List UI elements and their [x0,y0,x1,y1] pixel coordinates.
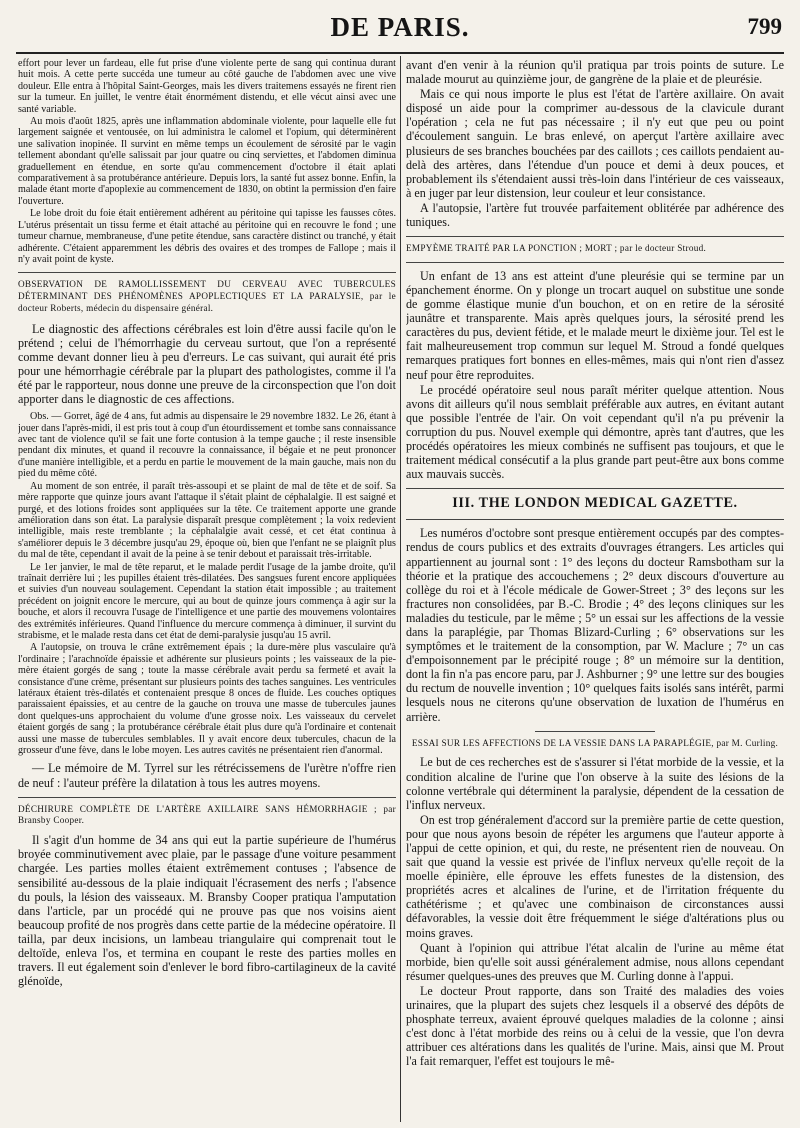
paragraph: A l'autopsie, l'artère fut trouvée parfaitement oblitérée par adhérence des tuniques. [406,200,784,230]
page-header [16,8,784,48]
column-divider [400,56,401,1122]
paragraph: Obs. — Gorret, âgé de 4 ans, fut admis au dispensaire le 29 novembre 1832. Le 26, étant à jouer dans l'après-midi, il est pris tout à coup d'un étourdissement et tombe sans connaissance avec tant de violence qu'il se fait une forte contusion à la tempe gauche ; il reste insensible pendant dix minutes, et quand il recouvre la connaissance, il bégaie et ne peut prononcer d'une manière intelligible, et a perdu en partie le mouvement de la main gauche, mais non du pied du même côté. [18,411,396,480]
paragraph: Au mois d'août 1825, après une inflammation abdominale violente, pour laquelle elle fut largement saignée et ventousée, on lui administra le calomel et l'opium, qui déterminèrent une salivation inopinée. Il survint en même temps un écoulement de sérosité par le vagin tellement abondant qu'elle salissait par jour quatre ou cinq serviettes, et l'abdomen diminua graduellement en étendue, en sorte qu'au commencement d'octobre il était aplati comparativement à sa protubérance antérieure. Depuis lors, la santé fut assez bonne. Enfin, la malade étant morte d'apoplexie au commencement de 1830, on obtint la permission d'en faire l'ouverture. [18,116,396,207]
paragraph: Quant à l'opinion qui attribue l'état alcalin de l'urine au même état morbide, bien qu'elle soit aussi généralement admise, nous allons cependant résumer quelques-unes des preuves que M. Curling donne à l'appui. [406,940,784,983]
section-separator [535,731,655,732]
header-rule [16,52,784,54]
paragraph: Il s'agit d'un homme de 34 ans qui eut la partie supérieure de l'humérus broyée comminutivement avec plaie, par le passage d'une voiture pesamment chargée. Les parties molles étaient extrêmement contuses ; l'absence de sensibilité au-dessous de la plaie indiquait l'écrasement des nerfs ; l'absence du pouls, la lésion des vaisseaux. M. Bransby Cooper pratiqua l'amputation dans l'article, par un procédé qui ne prouve pas que nos voisins aient beaucoup profité de nos progrès dans cette partie de la médecine opératoire. Il tailla, par deux incisions, un lambeau triangulaire qui comprenait tout le deltoïde, enleva l'os, et termina en coupant le reste des parties molles en travers. Il eut également soin d'enlever le bord fibro-cartilagineux de la cavité glénoïde, [18,833,396,989]
paragraph: — Le mémoire de M. Tyrrel sur les rétrécissemens de l'urètre n'offre rien de neuf : l'auteur préfère la dilatation à tous les autres moyens. [18,761,396,790]
section-separator [18,272,396,273]
section-separator [406,236,784,237]
left-column [18,58,396,1122]
paragraph: Un enfant de 13 ans est atteint d'une pleurésie qui se termine par un épanchement énorme. On y plonge un trocart auquel on substitue une sonde de gomme élastique munie d'un bouchon, et on en retire de la sérosité jaunâtre et transparente. Mais après quelques jours, la sérosité prend les caractères du pus, devient fétide, et le malade meurt le dixième jour. Tel est le fait malheureusement trop commun sur lequel M. Stroud a fondé quelques remarques pratiques fort bonnes en elles-mêmes, mais qui n'ont rien d'assez neuf pour être reproduites. [406,268,784,382]
paragraph: On est trop généralement d'accord sur la première partie de cette question, pour que nous ayons besoin de répéter les argumens que l'auteur apporte à l'appui de cette opinion, et qui, du reste, ne présentent rien de nouveau. On sait que quand la vessie est privée de l'influx nerveux qu'elle reçoit de la moelle épinière, elle éprouve les effets funestes de la distension, des propriétés acres et alcalines de l'urine, et de l'irritation fréquente du cathétérisme ; et qu'avec une combinaison de circonstances aussi défavorables, la vessie doit être fréquemment le siége d'altérations plus ou moins graves. [406,812,784,940]
running-title: DE PARIS. [330,12,470,42]
paragraph: Le 1er janvier, le mal de tête reparut, et le malade perdit l'usage de la jambe droite, qu'il traînait derrière lui ; les pupilles étaient très-dilatées. Des sangsues furent encore appliquées et suivies d'un nouveau soulagement. Cependant la station était impossible ; au traitement précédent on joignit encore le mercure, qui au bout de quinze jours commença à agir sur la bouche, et alors il recouvra l'usage de l'intelligence et une partie des mouvemens volontaires des extrémités inférieures. Quand l'influence du mercure commença à diminuer, il survint du strabisme, et le malade resta dans cet état de demi-paralysie jusqu'au 15 avril. [18,561,396,641]
paragraph: Au moment de son entrée, il paraît très-assoupi et se plaint de mal de tête et de soif. Sa mère rapporte que quinze jours avant l'attaque il s'était plaint de céphalalgie. Il est saigné et purgé, et des lotions froides sont appliquées sur la tête. Ce traitement apporte une grande amélioration dans son état. La paralysie disparaît presque complètement ; la voix redevient intelligible, mais reste tremblante ; la céphalalgie avait cessé, et cet état continua à s'améliorer depuis le 3 décembre jusqu'au 29, époque où, bien que l'enfant ne se plaignît plus du mal de tête, cependant il avait de la peine à se tenir debout et paraissait très-irritable. [18,480,396,561]
paragraph: Le but de ces recherches est de s'assurer si l'état morbide de la vessie, et la condition alcaline de l'urine que l'on observe à la suite des lésions de la colonne vertébrale qui déterminent la paralysie, dépendent de la cessation de l'influx nerveux. [406,755,784,812]
section-separator [406,488,784,489]
section-separator [18,797,396,798]
paragraph: avant d'en venir à la réunion qu'il pratiqua par trois points de suture. Le malade mourut au quinzième jour, de gangrène de la plaie et de pleurésie. [406,58,784,87]
section-separator [406,519,784,520]
paragraph: Le docteur Prout rapporte, dans son Traité des maladies des voies urinaires, que la plupart des sujets chez lesquels il a observé des dépôts de phosphate terreux, avaient éprouvé quelques maladies de la colonne ; ainsi c'est donc à l'état morbide des reins ou à celui de la vessie, que l'on devra attribuer ces altérations dans les qualités de l'urine. Mais, ainsi que M. Prout l'a fait remarquer, l'effet est toujours le mê- [406,983,784,1069]
paragraph: Le diagnostic des affections cérébrales est loin d'être aussi facile qu'on le prétend ; celui de l'hémorrhagie du cerveau surtout, que l'on a représenté comme devant donner lieu à peu d'erreurs. Le cas suivant, qui aurait été pris pour une hémorrhagie cérébrale par la plupart des pathologistes, comme il l'a été par le rapporteur, nous donne une preuve de la circonspection que l'on doit apporter dans le diagnostic de ces affections. [18,321,396,407]
paragraph: Mais ce qui nous importe le plus est l'état de l'artère axillaire. On avait disposé un aide pour la comprimer au-dessous de la clavicule durant l'opération ; cela ne fut pas nécessaire ; il n'y eut que peu ou point d'écoulement sanguin. Le bras enlevé, on aperçut l'artère axillaire avec plusieurs de ses branches bouchées par des caillots ; ces caillots pendaient au-delà des artères, dans l'étendue d'un pouce et demi à deux pouces, et probablement ils s'étendaient aussi très-loin dans l'intérieur de ces vaisseaux, à en juger par leur distension, leur couleur et leur consistance. [406,87,784,200]
paragraph: Le procédé opératoire seul nous paraît mériter quelque attention. Nous avons dit ailleurs qu'il nous semblait préférable aux autres, en évitant autant que possible l'entrée de l'air. On voit cependant qu'il n'a pu prévenir la corruption du pus. Nouvel exemple qui démontre, après tant d'autres, que les procédés opératoires les mieux combinés ne suffisent pas toujours, et que le traitement médical consécutif a la plus grande part peut-être aux bons comme aux mauvais succès. [406,382,784,482]
section-heading: ESSAI SUR LES AFFECTIONS DE LA VESSIE DANS LA PARAPLÉGIE, par M. Curling. [411,737,779,748]
page-number: 799 [747,14,782,39]
section-heading: EMPYÈME TRAITÉ PAR LA PONCTION ; MORT ; par le docteur Stroud. [406,243,707,254]
journal-heading: III. THE LONDON MEDICAL GAZETTE. [452,495,738,512]
paragraph: Les numéros d'octobre sont presque entièrement occupés par des comptes-rendus de cours publics et des extraits d'ouvrages étrangers. Les articles qui appartiennent au journal sont : 1° des leçons du docteur Ramsbotham sur la théorie et la pratique des accouchemens ; 2° deux discours d'ouverture au collège du roi et à l'école médicale de Gower-Street ; 3° des leçons sur les fractures non consolidées, par B.-C. Brodie ; 4° des leçons cliniques sur les maladies du testicule, par le même ; 5° un essai sur les affections de la vessie dans la paraplégie, par Thomas Blizard-Curling ; 6° observations sur les symptômes et le traitement de la consomption, par W. Maclure ; 7° un cas d'empoisonnement par le précipité rouge ; 8° un mémoire sur la dentition, dont la fin n'a pas encore paru, par J. Ashburner ; 9° une lettre sur des bougies du rectum de nouvelle invention ; 10° quelques faits isolés sans intérêt, parmi lesquels nous ne citerons qu'une observation de luxation de l'humérus en arrière. [406,526,784,724]
paragraph: effort pour lever un fardeau, elle fut prise d'une violente perte de sang qui continua durant huit mois. A cette perte succéda une tumeur au côté gauche de l'abdomen avec une vive douleur. Elle entra à l'hôpital Saint-Georges, mais les divers traitemens essayés ne firent rien sur la tumeur. En juillet, le ventre était énormément distendu, et elle vécut ainsi avec une santé variable. [18,58,396,115]
section-separator [406,262,784,263]
right-column [406,58,784,1122]
section-heading: OBSERVATION DE RAMOLLISSEMENT DU CERVEAU AVEC TUBERCULES DÉTERMINANT DES PHÉNOMÈNES APOPLECTIQUES ET LA PARALYSIE, par le docteur Roberts, médecin du dispensaire général. [18,279,396,313]
paragraph: A l'autopsie, on trouva le crâne extrêmement épais ; la dure-mère plus vasculaire qu'à l'ordinaire ; l'arachnoïde épaissie et adhérente sur plusieurs points ; les vaisseaux de la pie-mère étaient gorgés de sang ; toute la masse cérébrale avait perdu sa fermeté et avait la consistance d'une crème, présentant sur plusieurs points des taches sanguines. Les ventricules latéraux étaient très-dilatés et contenaient presque 8 onces de fluide. Les couches optiques paraissaient épaissies, et au centre de la gauche on trouva une masse de tubercules jaunes dont quelques-uns approchaient du volume d'une grosse noix. Les vaisseaux du cervelet étaient gorgés de sang ; la protubérance cérébrale était plus dure qu'à l'ordinaire et contenait aussi une masse de tubercules semblables. Il y avait encore deux tubercules, chacun de la grosseur d'une fève, dans le lobe moyen. Les autres cavités ne présentaient rien d'anormal. [18,642,396,757]
section-heading: DÉCHIRURE COMPLÈTE DE L'ARTÈRE AXILLAIRE SANS HÉMORRHAGIE ; par Bransby Cooper. [18,803,396,826]
paragraph: Le lobe droit du foie était entièrement adhérent au péritoine qui tapisse les fausses côtes. L'utérus présentait un tissu ferme et était attaché au péritoine qui en recouvre le fond ; une tumeur charnue, membraneuse, d'une petite étendue, sans caractère distinct ou tranché, y était adhérente. C'étaient apparemment les débris des ovaires et des trompes de Fallope ; mais il n'y avait point de kyste. [18,208,396,265]
